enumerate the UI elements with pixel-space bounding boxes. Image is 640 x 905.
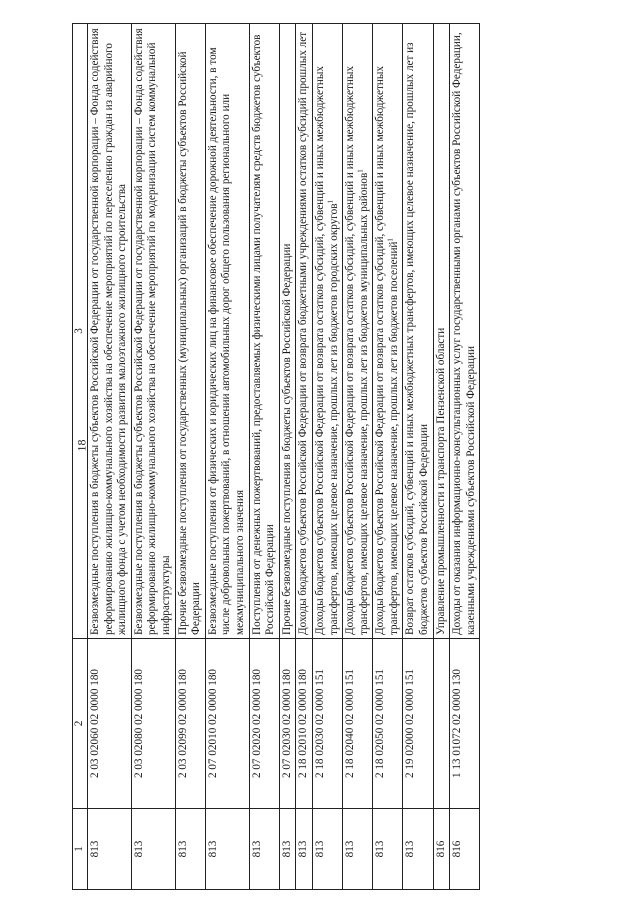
- table-row: [296, 24, 313, 890]
- description-cell: [450, 24, 480, 639]
- description-cell: [296, 24, 313, 639]
- budget-code-cell: 2 03 02080 02 0000 180: [131, 639, 175, 809]
- admin-code-cell: 813: [373, 809, 403, 890]
- description-cell: [131, 24, 175, 639]
- header-col-2: 2: [73, 639, 88, 809]
- description-text: Доходы бюджетов субъектов Российской Федерации от возврата остатков субсидий, субвенций и иных межбюджетных трансфертов, имеющих целевое назначение, прошлых лет из бюджетов городских округов: [313, 66, 340, 635]
- header-col-1: 1: [73, 809, 88, 890]
- table-row: [373, 24, 403, 890]
- description-text: Доходы от оказания информационно-консультационных услуг государственными органами субъектов Российской Федерации, казенными учреждениями субъектов Российской Федерации: [451, 32, 477, 635]
- description-text: Прочие безвозмездные поступления от государственных (муниципальных) организаций в бюджеты субъектов Российской Федерации: [176, 51, 203, 635]
- table-row: [88, 24, 132, 890]
- header-col-3: 3: [73, 24, 88, 639]
- description-text: Поступления от денежных пожертвований, предоставляемых физическими лицами получателям средств бюджетов субъектов Российской Федерации: [250, 34, 277, 635]
- admin-code-cell: 813: [175, 809, 205, 890]
- description-text: Безвозмездные поступления в бюджеты субъектов Российской Федерации от государственной корпорации – Фонда содействия реформированию жилищно-коммунального хозяйства на обеспечение мероприятий по модернизации систем коммунальной инфраструктуры: [132, 28, 172, 635]
- admin-code-cell: 816: [433, 809, 450, 890]
- budget-code-cell: 1 13 01072 02 0000 130: [450, 639, 480, 809]
- footnote-mark: 1: [325, 200, 334, 204]
- budget-code-cell: 2 18 02010 02 0000 180: [296, 639, 313, 809]
- budget-code-cell: [433, 639, 450, 809]
- table-row: [343, 24, 373, 890]
- admin-code-cell: 813: [403, 809, 433, 890]
- table-row: [450, 24, 480, 890]
- description-cell: [343, 24, 373, 639]
- budget-code-cell: 2 03 02099 02 0000 180: [175, 639, 205, 809]
- table-row: [249, 24, 279, 890]
- description-text: Доходы бюджетов субъектов Российской Федерации от возврата остатков субсидий, субвенций и иных межбюджетных трансфертов, имеющих целевое назначение, прошлых лет из бюджетов муниципальных районов: [344, 66, 370, 635]
- description-text: Прочие безвозмездные поступления в бюджеты субъектов Российской Федерации: [280, 243, 293, 635]
- budget-code-cell: 2 03 02060 02 0000 180: [88, 639, 132, 809]
- header-row: [73, 24, 88, 890]
- revenue-codes-table: [72, 23, 480, 890]
- description-cell: [205, 24, 249, 639]
- description-cell: [175, 24, 205, 639]
- table-row: [205, 24, 249, 890]
- budget-code-cell: 2 07 02030 02 0000 180: [279, 639, 296, 809]
- admin-code-cell: 813: [343, 809, 373, 890]
- footnote-mark: 1: [355, 169, 364, 173]
- description-text: Доходы бюджетов субъектов Российской Федерации от возврата бюджетными учреждениями остатков субсидий прошлых лет: [297, 31, 310, 635]
- admin-code-cell: 813: [249, 809, 279, 890]
- budget-code-cell: 2 18 02050 02 0000 151: [373, 639, 403, 809]
- admin-code-cell: 813: [205, 809, 249, 890]
- admin-code-cell: 813: [279, 809, 296, 890]
- page-number: 18: [74, 439, 89, 452]
- description-text: Безвозмездные поступления в бюджеты субъектов Российской Федерации от государственной корпорации – Фонда содействия реформированию жилищно-коммунального хозяйства на обеспечение мероприятий по переселению граждан из аварийного жилищного фонда с учетом необходимости развития малоэтажного жилищного строительства: [89, 28, 129, 635]
- admin-code-cell: 813: [88, 809, 132, 890]
- table-row: [433, 24, 450, 890]
- description-cell: [373, 24, 403, 639]
- description-text: Безвозмездные поступления от физических и юридических лиц на финансовое обеспечение дорожной деятельности, в том числе добровольных пожертвований, в отношении автомобильных дорог общего пользования регионального или межмуниципального значения: [206, 47, 246, 635]
- budget-code-cell: 2 18 02030 02 0000 151: [312, 639, 342, 809]
- budget-code-cell: 2 18 02040 02 0000 151: [343, 639, 373, 809]
- admin-code-cell: 813: [296, 809, 313, 890]
- budget-code-cell: 2 07 02020 02 0000 180: [249, 639, 279, 809]
- budget-code-cell: 2 19 02000 02 0000 151: [403, 639, 433, 809]
- description-cell: [403, 24, 433, 639]
- description-text: Возврат остатков субсидий, субвенций и иных межбюджетных трансфертов, имеющих целевое назначение, прошлых лет из бюджетов субъектов Российской Федерации: [404, 42, 431, 635]
- description-text: Доходы бюджетов субъектов Российской Федерации от возврата остатков субсидий, субвенций и иных межбюджетных трансфертов, имеющих целевое назначение, прошлых лет из бюджетов поселений: [374, 66, 400, 635]
- table-row: [279, 24, 296, 890]
- description-cell: [279, 24, 296, 639]
- budget-code-cell: 2 07 02010 02 0000 180: [205, 639, 249, 809]
- description-text: Управление промышленности и транспорта Пензенской области: [434, 327, 447, 635]
- table-row: [131, 24, 175, 890]
- description-cell: [88, 24, 132, 639]
- description-cell: [433, 24, 450, 639]
- description-cell: [249, 24, 279, 639]
- footnote-mark: 1: [386, 238, 395, 242]
- admin-code-cell: 816: [450, 809, 480, 890]
- table-row: [175, 24, 205, 890]
- description-cell: [312, 24, 342, 639]
- table-row: [403, 24, 433, 890]
- table-row: [312, 24, 342, 890]
- admin-code-cell: 813: [131, 809, 175, 890]
- admin-code-cell: 813: [312, 809, 342, 890]
